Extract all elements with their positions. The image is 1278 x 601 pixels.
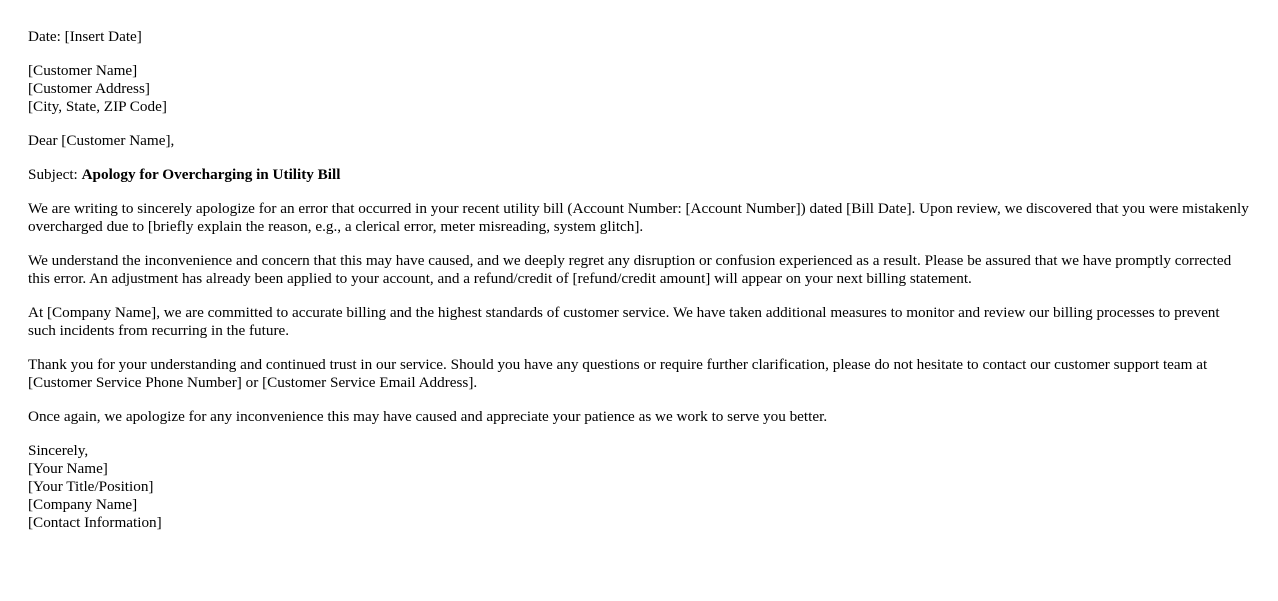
signature-block (28, 442, 1250, 532)
letter-document (28, 28, 1250, 548)
salutation-text: Dear [Customer Name], (28, 132, 175, 149)
body-paragraph-closing-remark: Once again, we apologize for any inconvenience this may have caused and appreciate your patience as we work to serve you better. (28, 408, 828, 425)
subject-line (28, 166, 1250, 184)
signer-company: [Company Name] (28, 496, 138, 513)
subject-text: Apology for Overcharging in Utility Bill (81, 166, 341, 183)
recipient-address-block (28, 62, 1250, 116)
body-paragraph-contact: Thank you for your understanding and continued trust in our service. Should you have any questions or require further clarification, please do not hesitate to contact our customer support team at [Customer Service Phone Number] or [Customer Service Email Address]. (28, 356, 1208, 391)
date-text: Date: [Insert Date] (28, 28, 142, 45)
recipient-name: [Customer Name] (28, 62, 138, 79)
recipient-city-state-zip: [City, State, ZIP Code] (28, 98, 167, 115)
signer-title: [Your Title/Position] (28, 478, 154, 495)
closing-text: Sincerely, (28, 442, 89, 459)
subject-label: Subject: (28, 166, 82, 183)
recipient-address: [Customer Address] (28, 80, 150, 97)
salutation (28, 132, 1250, 150)
signer-contact: [Contact Information] (28, 514, 162, 531)
body-paragraph-apology: We are writing to sincerely apologize for an error that occurred in your recent utility bill (Account Number: [Account Number]) dated [Bill Date]. Upon review, we discovered that you were mistakenly overcharged due to [briefly explain the reason, e.g., a clerical error, meter misreading, system glitch]. (28, 200, 1249, 235)
body-paragraph-commitment: At [Company Name], we are committed to accurate billing and the highest standards of customer service. We have taken additional measures to monitor and review our billing processes to prevent such incidents from recurring in the future. (28, 304, 1220, 339)
date-line (28, 28, 1250, 46)
signer-name: [Your Name] (28, 460, 108, 477)
body-paragraph-correction: We understand the inconvenience and concern that this may have caused, and we deeply regret any disruption or confusion experienced as a result. Please be assured that we have promptly corrected this error. An adjustment has already been applied to your account, and a refund/credit of [refund/credit amount] will appear on your next billing statement. (28, 252, 1232, 287)
